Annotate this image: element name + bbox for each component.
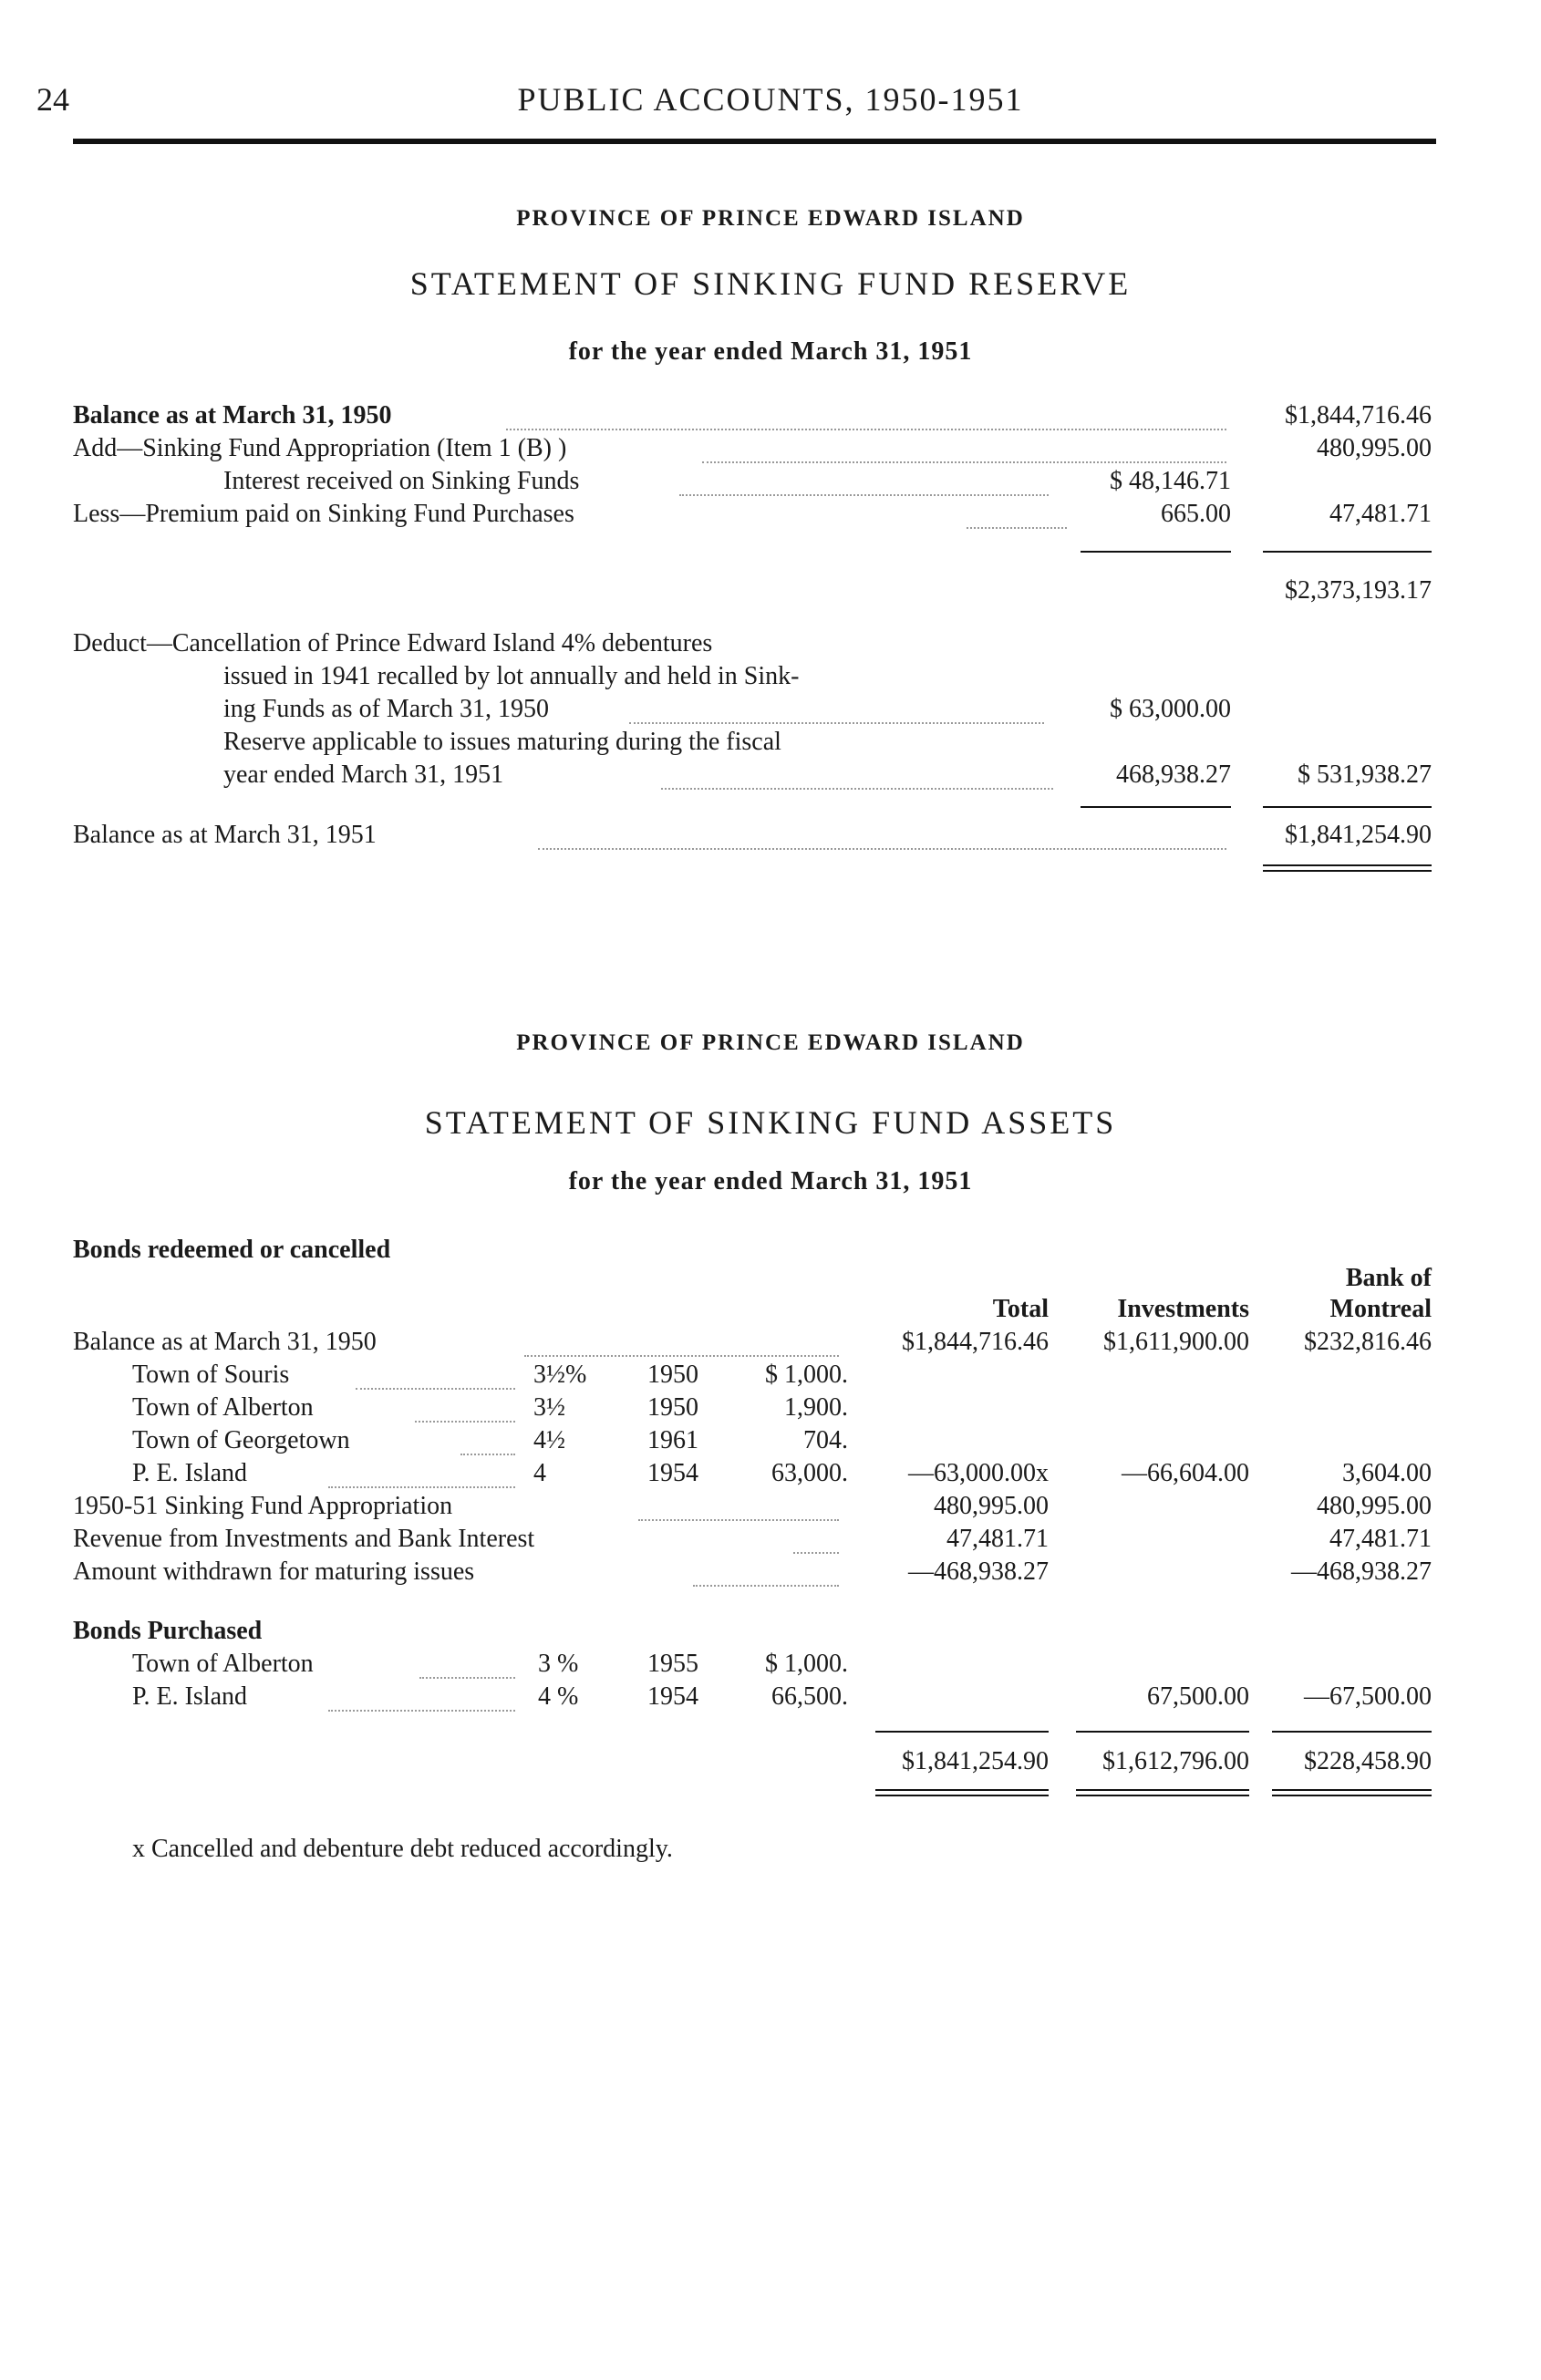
underline-rule bbox=[1076, 1731, 1249, 1733]
assets-province-heading: PROVINCE OF PRINCE EDWARD ISLAND bbox=[516, 1030, 1025, 1055]
reserve-deduct-amount: $ 63,000.00 bbox=[1110, 695, 1231, 723]
reserve-interest-label: Interest received on Sinking Funds bbox=[223, 467, 580, 495]
bond-year: 1950 bbox=[647, 1393, 698, 1422]
column-header-investments: Investments bbox=[1117, 1295, 1249, 1323]
leader-dots bbox=[419, 1677, 515, 1679]
reserve-balance-1950-amount: $1,844,716.46 bbox=[1285, 401, 1432, 429]
appropriation-bank: 480,995.00 bbox=[1317, 1492, 1432, 1520]
underline-rule bbox=[1263, 806, 1432, 808]
assets-statement-title: STATEMENT OF SINKING FUND ASSETS bbox=[424, 1104, 1117, 1141]
bond-year: 1961 bbox=[647, 1426, 698, 1454]
bond-total: —63,000.00x bbox=[908, 1459, 1049, 1487]
double-rule bbox=[1263, 864, 1432, 866]
leader-dots bbox=[679, 494, 1049, 496]
leader-dots bbox=[328, 1710, 515, 1712]
column-header-bank: Bank of bbox=[1345, 1264, 1432, 1292]
leader-dots bbox=[356, 1388, 515, 1390]
leader-dots bbox=[702, 461, 1226, 463]
grand-total-bank: $228,458.90 bbox=[1304, 1747, 1432, 1775]
bond-name: Town of Alberton bbox=[132, 1393, 314, 1422]
bond-bank: 3,604.00 bbox=[1342, 1459, 1432, 1487]
double-rule bbox=[1076, 1795, 1249, 1796]
bond-rate: 3 % bbox=[538, 1650, 579, 1678]
bond-rate: 4½ bbox=[533, 1426, 565, 1454]
reserve-applicable-line: year ended March 31, 1951 bbox=[223, 761, 504, 789]
bond-bank: —67,500.00 bbox=[1304, 1682, 1432, 1711]
bond-amount: $ 1,000. bbox=[765, 1650, 848, 1678]
leader-dots bbox=[538, 848, 1226, 850]
revenue-bank: 47,481.71 bbox=[1329, 1525, 1432, 1553]
grand-total: $1,841,254.90 bbox=[902, 1747, 1049, 1775]
bonds-purchased-heading: Bonds Purchased bbox=[73, 1617, 263, 1645]
double-rule bbox=[875, 1795, 1049, 1796]
bond-investments: —66,604.00 bbox=[1122, 1459, 1249, 1487]
underline-rule bbox=[1272, 1731, 1432, 1733]
bond-year: 1955 bbox=[647, 1650, 698, 1678]
assets-balance-bank: $232,816.46 bbox=[1304, 1328, 1432, 1356]
bond-name: Town of Alberton bbox=[132, 1650, 314, 1678]
leader-dots bbox=[967, 527, 1067, 529]
withdrawn-total: —468,938.27 bbox=[908, 1557, 1049, 1586]
double-rule bbox=[875, 1789, 1049, 1791]
underline-rule bbox=[1081, 806, 1231, 808]
underline-rule bbox=[875, 1731, 1049, 1733]
bond-rate: 3½% bbox=[533, 1361, 587, 1389]
double-rule bbox=[1076, 1789, 1249, 1791]
revenue-total: 47,481.71 bbox=[946, 1525, 1049, 1553]
assets-balance-total: $1,844,716.46 bbox=[902, 1328, 1049, 1356]
bond-investments: 67,500.00 bbox=[1147, 1682, 1249, 1711]
reserve-premium-label: Less—Premium paid on Sinking Fund Purchases bbox=[73, 500, 574, 528]
reserve-net-interest: 47,481.71 bbox=[1329, 500, 1432, 528]
revenue-label: Revenue from Investments and Bank Interest bbox=[73, 1525, 535, 1553]
bond-name: P. E. Island bbox=[132, 1459, 247, 1487]
reserve-period: for the year ended March 31, 1951 bbox=[568, 337, 973, 366]
assets-balance-label: Balance as at March 31, 1950 bbox=[73, 1328, 377, 1356]
reserve-deduct-line: issued in 1941 recalled by lot annually and held in Sink- bbox=[223, 662, 800, 690]
reserve-add-amount: 480,995.00 bbox=[1317, 434, 1432, 462]
reserve-applicable-line: Reserve applicable to issues maturing during the fiscal bbox=[223, 728, 781, 756]
footnote: x Cancelled and debenture debt reduced accordingly. bbox=[132, 1835, 673, 1863]
reserve-deduct-line: Deduct—Cancellation of Prince Edward Island 4% debentures bbox=[73, 629, 713, 657]
reserve-interest-amount: $ 48,146.71 bbox=[1110, 467, 1231, 495]
bond-rate: 4 % bbox=[538, 1682, 579, 1711]
double-rule bbox=[1263, 870, 1432, 872]
underline-rule bbox=[1081, 551, 1231, 553]
reserve-balance-1951-label: Balance as at March 31, 1951 bbox=[73, 821, 377, 849]
leader-dots bbox=[661, 788, 1053, 790]
bond-name: Town of Souris bbox=[132, 1361, 290, 1389]
reserve-add-label: Add—Sinking Fund Appropriation (Item 1 (B) ) bbox=[73, 434, 567, 462]
reserve-premium-amount: 665.00 bbox=[1161, 500, 1231, 528]
bond-amount: $ 1,000. bbox=[765, 1361, 848, 1389]
grand-total-investments: $1,612,796.00 bbox=[1102, 1747, 1249, 1775]
page-number: 24 bbox=[36, 81, 69, 118]
leader-dots bbox=[506, 429, 1226, 430]
leader-dots bbox=[524, 1355, 839, 1357]
leader-dots bbox=[415, 1421, 515, 1423]
reserve-statement-title: STATEMENT OF SINKING FUND RESERVE bbox=[409, 265, 1132, 302]
appropriation-label: 1950-51 Sinking Fund Appropriation bbox=[73, 1492, 453, 1520]
bond-amount: 1,900. bbox=[784, 1393, 848, 1422]
running-head: PUBLIC ACCOUNTS, 1950-1951 bbox=[517, 81, 1024, 118]
column-header-bank: Montreal bbox=[1329, 1295, 1432, 1323]
header-rule bbox=[73, 139, 1436, 144]
reserve-subtotal: $2,373,193.17 bbox=[1285, 576, 1432, 605]
underline-rule bbox=[1263, 551, 1432, 553]
leader-dots bbox=[629, 722, 1044, 724]
bond-amount: 66,500. bbox=[771, 1682, 848, 1711]
bond-amount: 63,000. bbox=[771, 1459, 848, 1487]
bonds-redeemed-heading: Bonds redeemed or cancelled bbox=[73, 1236, 391, 1264]
column-header-total: Total bbox=[992, 1295, 1049, 1323]
leader-dots bbox=[328, 1486, 515, 1488]
bond-rate: 3½ bbox=[533, 1393, 565, 1422]
assets-balance-investments: $1,611,900.00 bbox=[1103, 1328, 1249, 1356]
reserve-province-heading: PROVINCE OF PRINCE EDWARD ISLAND bbox=[516, 206, 1025, 231]
bond-year: 1954 bbox=[647, 1459, 698, 1487]
withdrawn-bank: —468,938.27 bbox=[1291, 1557, 1432, 1586]
bond-rate: 4 bbox=[533, 1459, 546, 1487]
bond-name: Town of Georgetown bbox=[132, 1426, 350, 1454]
bond-amount: 704. bbox=[803, 1426, 848, 1454]
withdrawn-label: Amount withdrawn for maturing issues bbox=[73, 1557, 475, 1586]
appropriation-total: 480,995.00 bbox=[934, 1492, 1049, 1520]
leader-dots bbox=[638, 1519, 839, 1521]
bond-year: 1954 bbox=[647, 1682, 698, 1711]
reserve-deduct-total: $ 531,938.27 bbox=[1298, 761, 1432, 789]
reserve-balance-1951-amount: $1,841,254.90 bbox=[1285, 821, 1432, 849]
bond-year: 1950 bbox=[647, 1361, 698, 1389]
reserve-deduct-line: ing Funds as of March 31, 1950 bbox=[223, 695, 549, 723]
reserve-balance-1950-label: Balance as at March 31, 1950 bbox=[73, 401, 392, 429]
leader-dots bbox=[793, 1552, 839, 1554]
bond-name: P. E. Island bbox=[132, 1682, 247, 1711]
reserve-applicable-amount: 468,938.27 bbox=[1116, 761, 1231, 789]
double-rule bbox=[1272, 1795, 1432, 1796]
assets-period: for the year ended March 31, 1951 bbox=[568, 1167, 973, 1195]
leader-dots bbox=[693, 1585, 839, 1587]
double-rule bbox=[1272, 1789, 1432, 1791]
leader-dots bbox=[460, 1454, 515, 1455]
